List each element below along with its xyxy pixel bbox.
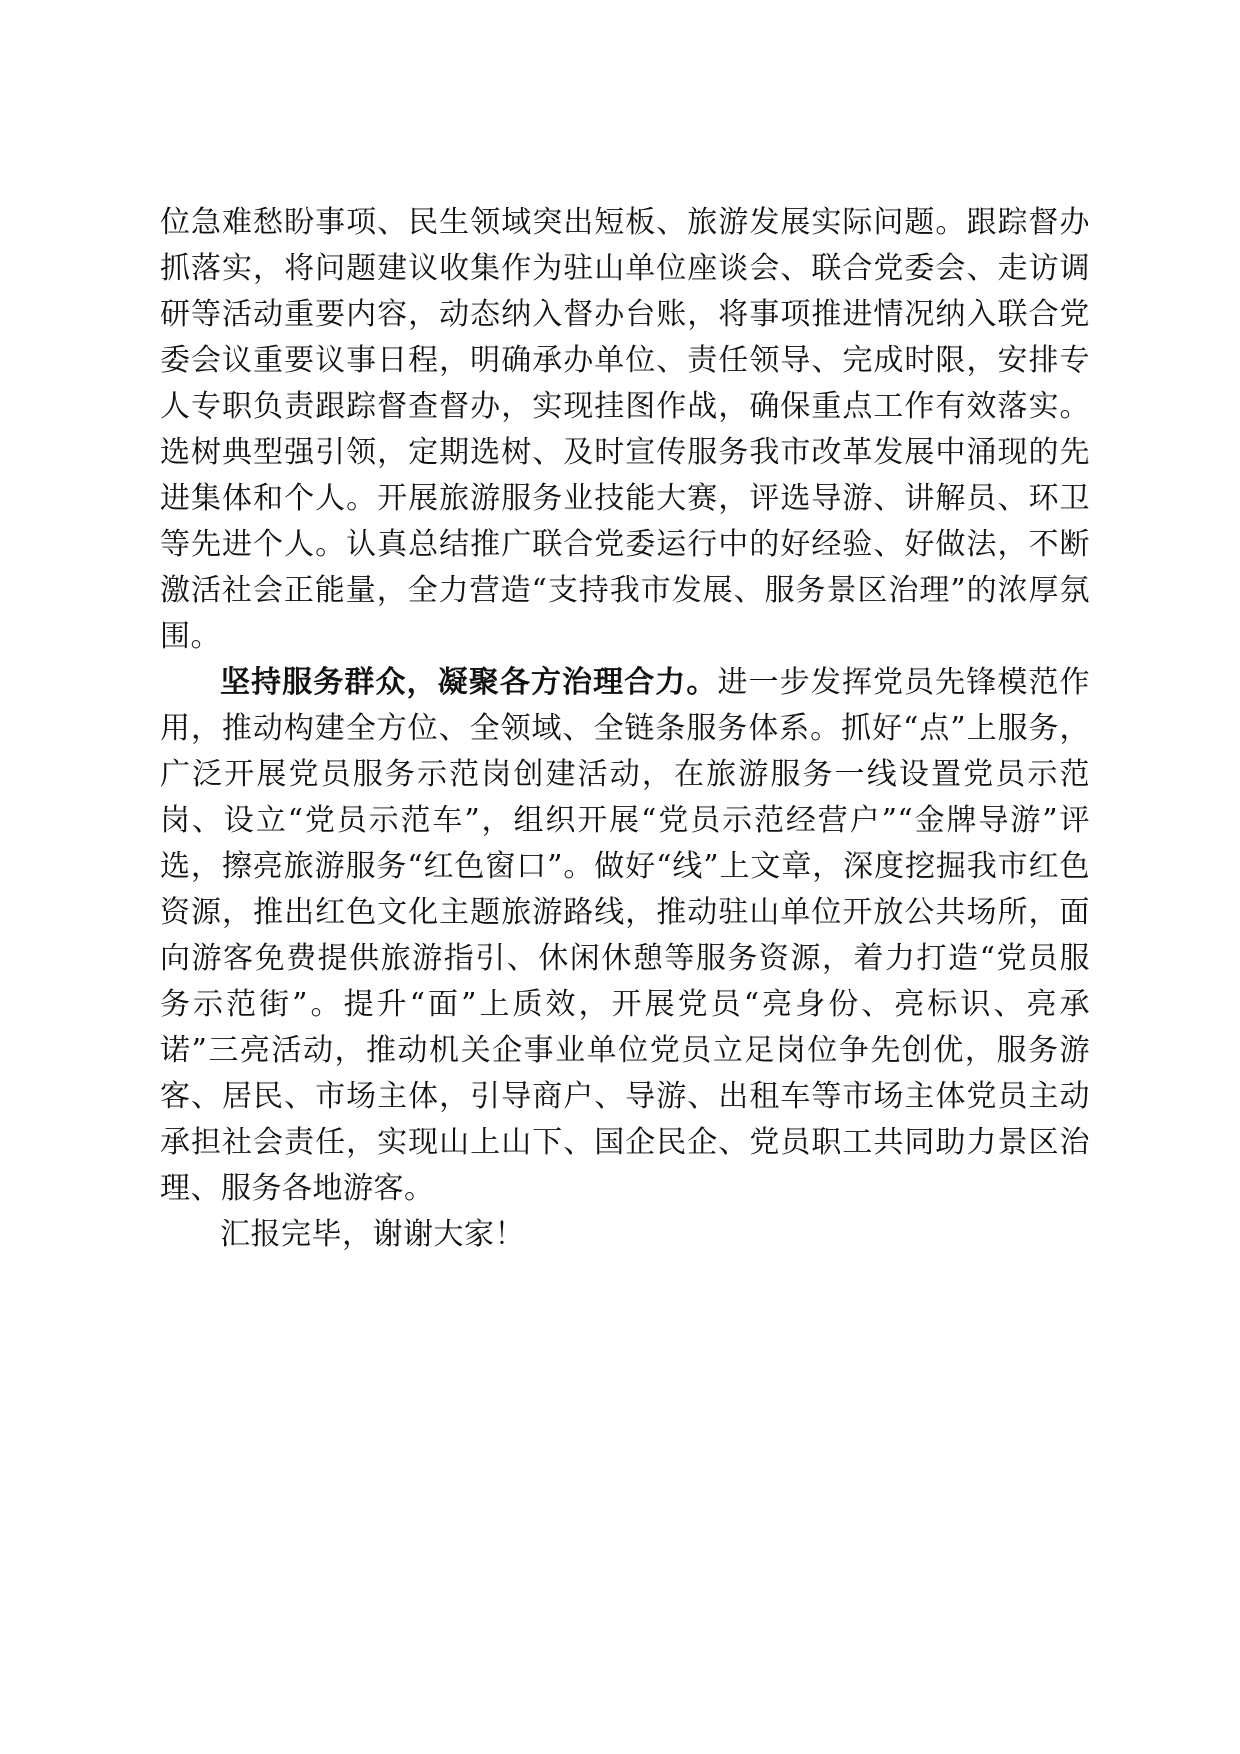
paragraph-continuation [160,200,1090,660]
paragraph-heading: 坚持服务群众，凝聚各方治理合力。 [220,665,718,700]
paragraph-text: 位急难愁盼事项、民生领域突出短板、旅游发展实际问题。跟踪督办抓落实，将问题建议收集作为驻山单位座谈会、联合党委会、走访调研等活动重要内容，动态纳入督办台账，将事项推进情况纳入联合党委会议重要议事日程，明确承办单位、责任领导、完成时限，安排专人专职负责跟踪督查督办，实现挂图作战，确保重点工作有效落实。选树典型强引领，定期选树、及时宣传服务我市改革发展中涌现的先进集体和个人。开展旅游服务业技能大赛，评选导游、讲解员、环卫等先进个人。认真总结推广联合党委运行中的好经验、好做法，不断激活社会正能量，全力营造“支持我市发展、服务景区治理”的浓厚氛围。 [160,205,1090,654]
paragraph-serve-masses [160,660,1090,1212]
document-body [160,200,1090,1258]
paragraph-text: 进一步发挥党员先锋模范作用，推动构建全方位、全领域、全链条服务体系。抓好“点”上服务，广泛开展党员服务示范岗创建活动，在旅游服务一线设置党员示范岗、设立“党员示范车”，组织开展“党员示范经营户”“金牌导游”评选，擦亮旅游服务“红色窗口”。做好“线”上文章，深度挖掘我市红色资源，推出红色文化主题旅游路线，推动驻山单位开放公共场所，面向游客免费提供旅游指引、休闲休憩等服务资源，着力打造“党员服务示范街”。提升“面”上质效，开展党员“亮身份、亮标识、亮承诺”三亮活动，推动机关企事业单位党员立足岗位争先创优，服务游客、居民、市场主体，引导商户、导游、出租车等市场主体党员主动承担社会责任，实现山上山下、国企民企、党员职工共同助力景区治理、服务各地游客。 [160,665,1091,1206]
closing-text: 汇报完毕，谢谢大家！ [220,1217,525,1252]
paragraph-closing [160,1212,1090,1258]
